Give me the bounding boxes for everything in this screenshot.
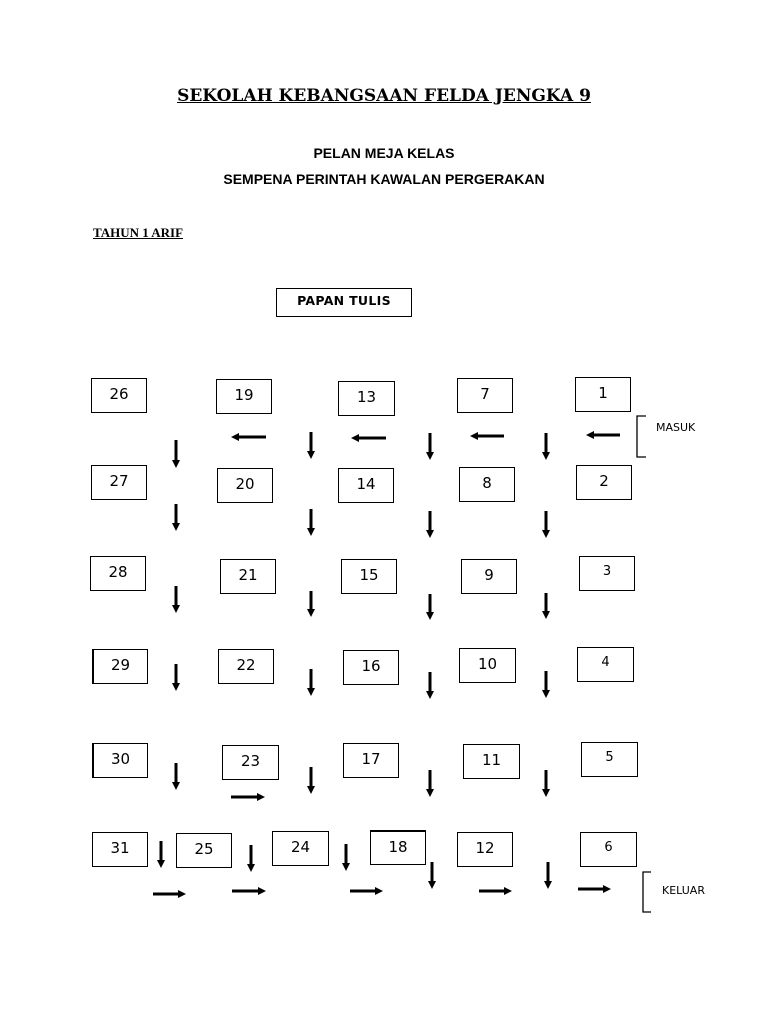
desk-number: 20: [235, 475, 255, 493]
desk-number: 18: [388, 838, 408, 856]
desk-number: 21: [238, 566, 258, 584]
arrow-down-icon: [542, 671, 550, 698]
arrow-down-icon: [342, 844, 350, 871]
desk-number: 28: [108, 563, 128, 581]
arrow-down-icon: [542, 511, 550, 538]
arrow-down-icon: [247, 845, 255, 872]
arrow-down-icon: [426, 672, 434, 699]
desk-number: 7: [480, 385, 490, 403]
desk-number: 12: [475, 839, 495, 857]
arrow-down-icon: [544, 862, 552, 889]
desk-number: 6: [604, 840, 613, 855]
arrow-down-icon: [307, 432, 315, 459]
entry-bracket: [637, 416, 646, 457]
desk-number: 31: [110, 839, 130, 857]
desk-number: 1: [598, 384, 608, 402]
arrow-right-icon: [479, 887, 512, 895]
arrow-down-icon: [542, 770, 550, 797]
desk-number: 19: [234, 386, 254, 404]
desk-number: 24: [290, 838, 311, 856]
arrow-left-icon: [351, 434, 386, 442]
school-name: SEKOLAH KEBANGSAAN FELDA JENGKA 9: [177, 86, 591, 106]
arrow-down-icon: [172, 504, 180, 531]
desk-number: 9: [484, 566, 494, 584]
arrow-right-icon: [231, 793, 265, 801]
desk-number: 27: [109, 472, 129, 490]
desk-number: 4: [601, 655, 610, 670]
whiteboard-label: PAPAN TULIS: [297, 293, 391, 308]
arrow-down-icon: [428, 862, 436, 889]
arrow-down-icon: [542, 433, 550, 460]
desk-number: 17: [361, 750, 381, 768]
desk-number: 15: [359, 566, 379, 584]
desk-number: 14: [356, 475, 376, 493]
desk-number: 2: [599, 472, 609, 490]
exit-bracket: [643, 872, 651, 912]
arrow-down-icon: [307, 591, 315, 617]
arrow-right-icon: [350, 887, 383, 895]
arrow-down-icon: [307, 767, 315, 794]
arrow-down-icon: [172, 440, 180, 468]
desk-number: 23: [240, 752, 261, 770]
desk-number: 25: [194, 840, 214, 858]
arrow-down-icon: [426, 770, 434, 797]
desk-number: 30: [110, 750, 131, 768]
desk-number: 13: [356, 388, 377, 406]
arrow-down-icon: [542, 593, 550, 619]
arrow-down-icon: [157, 841, 165, 868]
arrow-down-icon: [426, 433, 434, 460]
arrow-right-icon: [153, 890, 186, 898]
entry-label: MASUK: [656, 421, 696, 434]
arrow-down-icon: [307, 509, 315, 536]
arrow-down-icon: [426, 511, 434, 538]
desk-number: 8: [482, 474, 492, 492]
desk-number: 11: [481, 751, 502, 769]
desk-number: 22: [236, 656, 256, 674]
arrow-down-icon: [172, 664, 180, 691]
arrow-left-icon: [586, 431, 620, 439]
arrow-down-icon: [172, 763, 180, 790]
arrow-down-icon: [307, 669, 315, 696]
exit-label: KELUAR: [662, 884, 705, 897]
desk-number: 26: [109, 385, 129, 403]
arrow-right-icon: [578, 885, 611, 893]
plan-title: PELAN MEJA KELAS: [313, 145, 455, 161]
desk-number: 10: [477, 655, 498, 673]
desk-number: 3: [602, 564, 612, 579]
arrow-right-icon: [232, 887, 266, 895]
arrow-left-icon: [470, 432, 504, 440]
class-name: TAHUN 1 ARIF: [93, 225, 184, 240]
arrow-left-icon: [231, 433, 266, 441]
plan-subtitle: SEMPENA PERINTAH KAWALAN PERGERAKAN: [223, 171, 545, 187]
desk-number: 29: [110, 656, 131, 674]
arrow-down-icon: [426, 594, 434, 620]
desk-number: 16: [361, 657, 381, 675]
desk-number: 5: [605, 750, 614, 765]
arrow-down-icon: [172, 586, 180, 613]
